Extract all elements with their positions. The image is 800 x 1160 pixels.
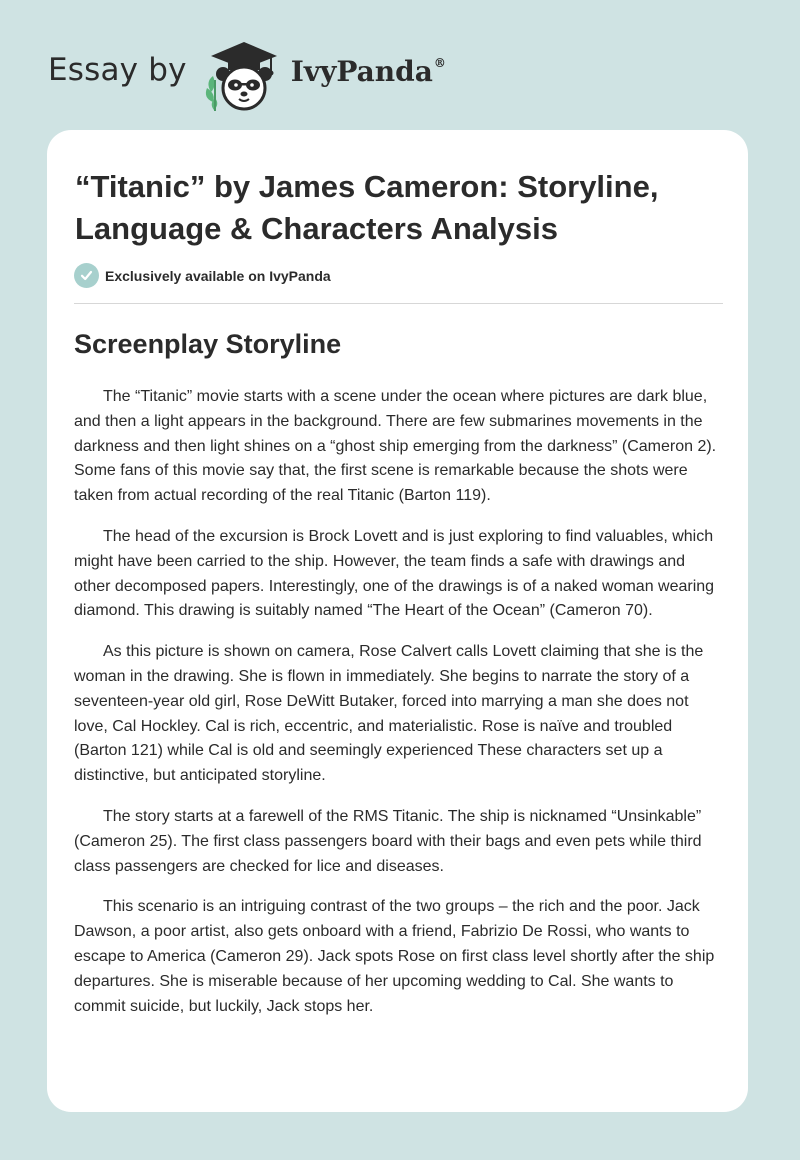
exclusive-badge xyxy=(74,263,331,288)
exclusive-label: Exclusively available on IvyPanda xyxy=(105,267,331,284)
registered-mark: ® xyxy=(433,55,446,70)
paragraph: The “Titanic” movie starts with a scene under the ocean where pictures are dark blue, and then a light appears in the background. There are few submarines movements in the darkness and then light shines on a “ghost ship emerging from the darkness” (Cameron 2). Some fans of this movie say that, the first scene is remarkable because the shots were taken from actual recording of the real Titanic (Barton 119). xyxy=(74,388,717,505)
section-heading: Screenplay Storyline xyxy=(74,329,342,359)
brand-header[interactable] xyxy=(48,36,446,112)
paragraph: As this picture is shown on camera, Rose Calvert calls Lovett claiming that she is the woman in the drawing. She is flown in immediately. She begins to narrate the story of a seventeen-year old girl, Rose DeWitt Butaker, forced into marrying a man she does not love, Cal Hockley. Cal is rich, eccentric, and materialistic. Rose is naïve and troubled (Barton 121) while Cal is old and seemingly experienced These characters set up a distinctive, but anticipated storyline. xyxy=(74,643,704,785)
paragraph: This scenario is an intriguing contrast of the two groups – the rich and the poor. Jack Dawson, a poor artist, also gets onboard with a friend, Fabrizio De Rossi, who wants to escape to America (Cameron 29). Jack spots Rose on first class level shortly after the ship departures. She is miserable because of her upcoming wedding to Cal. She wants to commit suicide, but luckily, Jack stops her. xyxy=(74,898,715,1015)
essay-by-label: Essay by xyxy=(48,51,187,88)
brand-name: IvyPanda® xyxy=(290,54,446,88)
panda-logo-icon xyxy=(203,36,285,112)
divider xyxy=(74,303,723,304)
paragraph: The story starts at a farewell of the RMS Titanic. The ship is nicknamed “Unsinkable” (Cameron 25). The first class passengers board with their bags and even pets while third class passengers are checked for lice and diseases. xyxy=(74,807,702,875)
essay-body xyxy=(74,385,723,1035)
paragraph: The head of the excursion is Brock Lovett and is just exploring to find valuables, which might have been carried to the ship. However, the team finds a safe with drawings and other decomposed papers. Interestingly, one of the drawings is of a naked woman wearing diamond. This drawing is suitably named “The Heart of the Ocean” (Cameron 70). xyxy=(74,527,715,620)
essay-title: “Titanic” by James Cameron: Storyline, Language & Characters Analysis xyxy=(75,169,659,246)
check-icon xyxy=(74,263,99,288)
essay-card xyxy=(47,130,748,1112)
